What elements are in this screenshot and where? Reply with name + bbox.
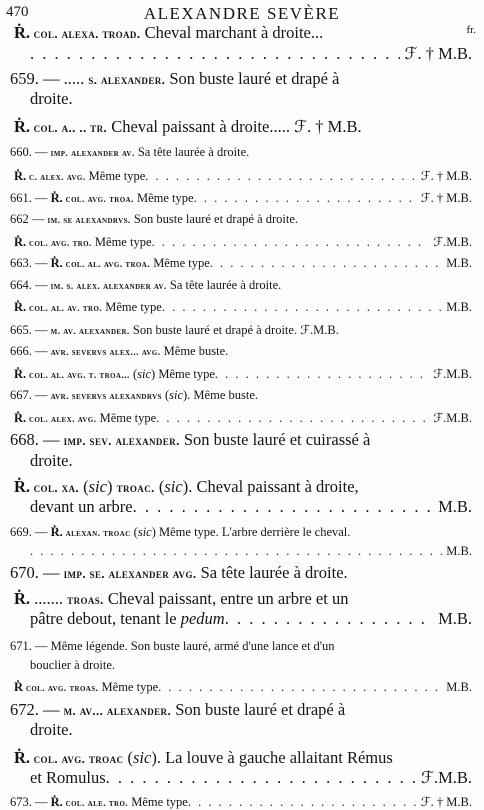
line-segment: M.B. (446, 300, 472, 314)
line-segment: M.B. (438, 497, 472, 516)
line-segment: ℱ. † M.B. (420, 795, 472, 809)
text-line (0, 700, 484, 720)
line-text (14, 117, 362, 137)
line-text (30, 768, 106, 788)
dot-leader (156, 411, 429, 426)
line-segment: Ṙ. (14, 235, 27, 249)
catalogue-reference (400, 44, 472, 64)
page-title: ALEXANDRE SEVÈRE (143, 4, 341, 23)
line-segment: 665. — (10, 323, 51, 337)
line-segment: 669. — (10, 525, 51, 539)
line-segment: 661. — (10, 191, 51, 205)
line-text (10, 795, 188, 810)
text-line (0, 544, 484, 559)
catalogue-reference (417, 190, 472, 206)
catalogue-reference (442, 680, 472, 695)
line-segment: Sa tête laurée à droite. (134, 145, 250, 159)
line-segment: ℱ. † M.B. (404, 44, 472, 63)
line-segment: sic (133, 748, 152, 767)
line-segment: Cheval paissant à droite..... ℱ. † M.B. (107, 117, 362, 136)
line-segment: imp. se. alexander avg. (63, 567, 197, 581)
line-segment: sic (169, 388, 184, 402)
line-segment: M.B. (438, 609, 472, 628)
catalogue-reference (442, 256, 472, 271)
text-line (0, 410, 484, 426)
dot-leader (152, 235, 430, 250)
line-segment: Ṙ. (14, 117, 31, 136)
line-segment: Même type (128, 795, 188, 809)
line-segment: ). Cheval paissant à droite, (182, 477, 359, 496)
line-segment: ℱ.M.B. (433, 411, 472, 425)
line-segment: Ṙ. (50, 191, 63, 205)
text-line (0, 300, 484, 315)
line-text (14, 477, 359, 497)
line-segment: 660. — (10, 145, 51, 159)
text-line (0, 117, 484, 137)
line-segment: Son buste lauré et drapé à droite. ℱ.M.B. (129, 323, 339, 337)
line-segment: ℱ. † M.B. (420, 191, 472, 205)
line-segment: Ṙ. (14, 367, 27, 381)
line-segment: pedum (180, 609, 225, 628)
line-segment: ( (79, 477, 89, 496)
line-segment: Ṙ. (14, 411, 27, 425)
line-segment: 663. — (10, 256, 51, 270)
line-segment: imp. sev. alexander. (63, 434, 180, 448)
text-line (0, 256, 484, 271)
dot-leader (210, 256, 443, 271)
dot-leader (30, 544, 442, 559)
line-segment: ). La louve à gauche allaitant Rémus (151, 748, 393, 767)
dot-leader (215, 367, 429, 382)
line-segment: avr. severvs alexandrvs (50, 391, 162, 402)
line-segment: sic (137, 367, 152, 381)
text-line (0, 609, 484, 629)
text-line (0, 388, 484, 403)
line-text (14, 169, 145, 184)
dot-leader (133, 497, 434, 517)
text-line (0, 168, 484, 184)
line-segment: droite. (30, 720, 73, 739)
line-text (30, 609, 225, 629)
catalogue-reference (417, 794, 472, 810)
line-text (10, 191, 194, 206)
line-segment: bouclier à droite. (30, 658, 116, 672)
text-line (0, 344, 484, 359)
dot-leader (225, 609, 434, 629)
line-segment: col. avg. troa. (62, 194, 134, 205)
line-segment: 662 — (10, 212, 48, 226)
text-line (0, 69, 484, 89)
catalogue-reference (434, 497, 472, 517)
line-segment: Son buste lauré et cuirassé à (179, 430, 371, 449)
line-segment: pâtre debout, tenant le (30, 609, 181, 628)
text-line (0, 794, 484, 810)
line-segment: col. avg. tro. (26, 238, 92, 249)
line-segment: M.B. (446, 680, 472, 694)
dot-leader (145, 169, 417, 184)
line-segment: ). Même buste. (183, 388, 258, 402)
line-segment: Son buste lauré et drapé à (171, 700, 346, 719)
line-text (30, 658, 115, 673)
line-text (14, 367, 215, 382)
line-segment: Même buste. (160, 344, 229, 358)
line-text (30, 720, 73, 740)
text-line (0, 658, 484, 673)
line-text (10, 525, 350, 540)
line-segment: 673. — (10, 795, 51, 809)
line-segment: im. s. alex. alexander av. (50, 281, 167, 292)
line-segment: Sa tête laurée à droite. (166, 278, 282, 292)
line-segment: Ṙ. (14, 23, 31, 42)
line-segment: 659. — ..... (10, 69, 89, 88)
text-line (0, 212, 484, 227)
line-text (14, 300, 162, 315)
line-text (14, 680, 158, 695)
line-segment: col. alexa. troad. (30, 27, 141, 41)
line-segment: col. ale. tro. (62, 798, 129, 809)
line-segment: troas. (67, 593, 104, 607)
line-segment: ℱ.M.B. (420, 768, 472, 787)
line-segment: Son buste lauré et drapé à droite. (130, 212, 299, 226)
text-line (0, 563, 484, 583)
line-segment: ) Même type. L'arbre derrière le cheval. (151, 525, 351, 539)
text-line (0, 23, 484, 43)
text-line (0, 278, 484, 293)
catalogue-reference (442, 544, 472, 559)
line-segment: sic (88, 477, 107, 496)
catalogue-reference (417, 168, 472, 184)
line-segment: 667. — (10, 388, 51, 402)
line-segment: col. al. avg. troa. (62, 259, 151, 270)
line-segment: im. se alexandrvs. (47, 215, 131, 226)
line-segment: Sa tête laurée à droite. (196, 563, 348, 582)
dot-leader (158, 680, 442, 695)
line-text (14, 23, 323, 43)
line-segment: col. alex. avg. (26, 414, 97, 425)
text-line (0, 748, 484, 768)
line-segment: Ṙ (14, 680, 24, 694)
text-line (0, 190, 484, 206)
line-segment: ( (161, 388, 170, 402)
line-segment: Cheval marchant à droite... (140, 23, 324, 42)
dot-leader (194, 191, 417, 206)
line-text (10, 700, 345, 720)
text-line (0, 680, 484, 695)
catalogue-reference (429, 234, 472, 250)
line-segment: col. avg. troas. (23, 683, 99, 694)
line-segment: 664. — (10, 278, 51, 292)
line-segment: col. a.. .. tr. (30, 121, 108, 135)
line-segment: s. alexander. (88, 73, 166, 87)
line-segment: m. av... alexander. (63, 704, 172, 718)
line-segment: Ṙ. (50, 256, 63, 270)
line-segment: c. alex. avg. (26, 172, 86, 183)
line-text (14, 411, 156, 426)
line-segment: Ṙ. (50, 525, 63, 539)
text-line (0, 89, 484, 109)
line-text (10, 212, 298, 227)
line-text (10, 145, 249, 160)
catalogue-reference (434, 609, 472, 629)
line-segment: Même type (98, 680, 159, 694)
line-segment: Ṙ. (14, 169, 27, 183)
text-line (0, 234, 484, 250)
line-segment: Même type (85, 169, 146, 183)
line-text (10, 69, 339, 89)
catalogue-reference (442, 300, 472, 315)
line-segment: Cheval paissant, entre un arbre et un (103, 589, 349, 608)
text-line (0, 720, 484, 740)
text-line (0, 44, 484, 64)
line-segment: Ṙ. (14, 300, 27, 314)
line-segment: Même type (133, 191, 194, 205)
line-segment: et Romulus (30, 768, 106, 787)
text-line (0, 477, 484, 497)
dot-leader (162, 300, 442, 315)
line-segment: 670. — (10, 563, 64, 582)
line-segment: devant un arbre (30, 497, 133, 516)
dot-leader (188, 795, 417, 810)
line-segment: ℱ.M.B. (433, 235, 472, 249)
line-segment: Ṙ. (14, 477, 31, 496)
line-segment: Même type (96, 411, 157, 425)
line-segment: Son buste lauré et drapé à (165, 69, 340, 88)
line-segment: alexan. troac (62, 528, 131, 539)
catalogue-reference (429, 366, 472, 382)
line-text (10, 430, 370, 450)
text-line (0, 768, 484, 788)
catalogue-reference (417, 768, 472, 788)
line-text (14, 235, 152, 250)
line-segment: col. avg. troac (30, 752, 124, 766)
line-segment: 672. — (10, 700, 64, 719)
line-segment: ( (154, 477, 165, 496)
line-text (10, 388, 258, 403)
line-segment: Même type (150, 256, 210, 270)
line-segment: 666. — (10, 344, 51, 358)
line-text (14, 589, 348, 609)
line-segment: sic (164, 477, 183, 496)
line-segment: col. al. avg. t. troa... (26, 370, 130, 381)
line-segment: imp. alexander av. (50, 148, 135, 159)
line-segment: troac. (116, 481, 155, 495)
line-segment: ( (130, 525, 138, 539)
line-segment: ) (106, 477, 117, 496)
line-segment: M.B. (446, 544, 472, 558)
line-segment: ℱ.M.B. (433, 367, 472, 381)
line-segment: Ṙ. (14, 748, 31, 767)
margin-note: fr. (466, 24, 476, 36)
text-line (0, 639, 484, 654)
line-segment: col. al. av. tro. (26, 303, 103, 314)
text-line (0, 589, 484, 609)
page-number: 470 (6, 4, 29, 20)
dot-leader (106, 768, 417, 788)
line-segment: m. av. alexander. (50, 326, 130, 337)
line-segment: sic (137, 525, 152, 539)
dot-leader (30, 44, 400, 64)
line-text (10, 563, 348, 583)
line-text (30, 89, 73, 109)
line-segment: 671. — Même légende. Son buste lauré, armé d'une lance et d'un (10, 639, 335, 653)
text-line (0, 497, 484, 517)
line-segment: avr. severvs alex... avg. (50, 347, 161, 358)
line-segment: droite. (30, 451, 73, 470)
text-line (0, 525, 484, 540)
line-segment: M.B. (446, 256, 472, 270)
line-segment: Ṙ. (50, 795, 63, 809)
text-line (0, 145, 484, 160)
line-text (14, 748, 393, 768)
text-line (0, 451, 484, 471)
line-segment: 668. — (10, 430, 64, 449)
text-line (0, 322, 484, 338)
text-line (0, 366, 484, 382)
line-segment: ( (123, 748, 133, 767)
line-text (30, 497, 133, 517)
line-segment: droite. (30, 89, 73, 108)
line-text (10, 639, 335, 654)
line-segment: Ṙ. (14, 589, 31, 608)
line-segment: col. xa. (30, 481, 80, 495)
line-text (10, 322, 339, 338)
line-text (10, 278, 281, 293)
line-text (10, 344, 228, 359)
line-text (30, 451, 73, 471)
line-segment: ( (129, 367, 138, 381)
line-segment: Même type (91, 235, 152, 249)
line-segment: ....... (30, 589, 68, 608)
line-segment: Même type (102, 300, 162, 314)
line-text (10, 256, 210, 271)
text-line (0, 430, 484, 450)
line-segment: ℱ. † M.B. (420, 169, 472, 183)
catalogue-reference (429, 410, 472, 426)
line-segment: ) Même type (151, 367, 215, 381)
